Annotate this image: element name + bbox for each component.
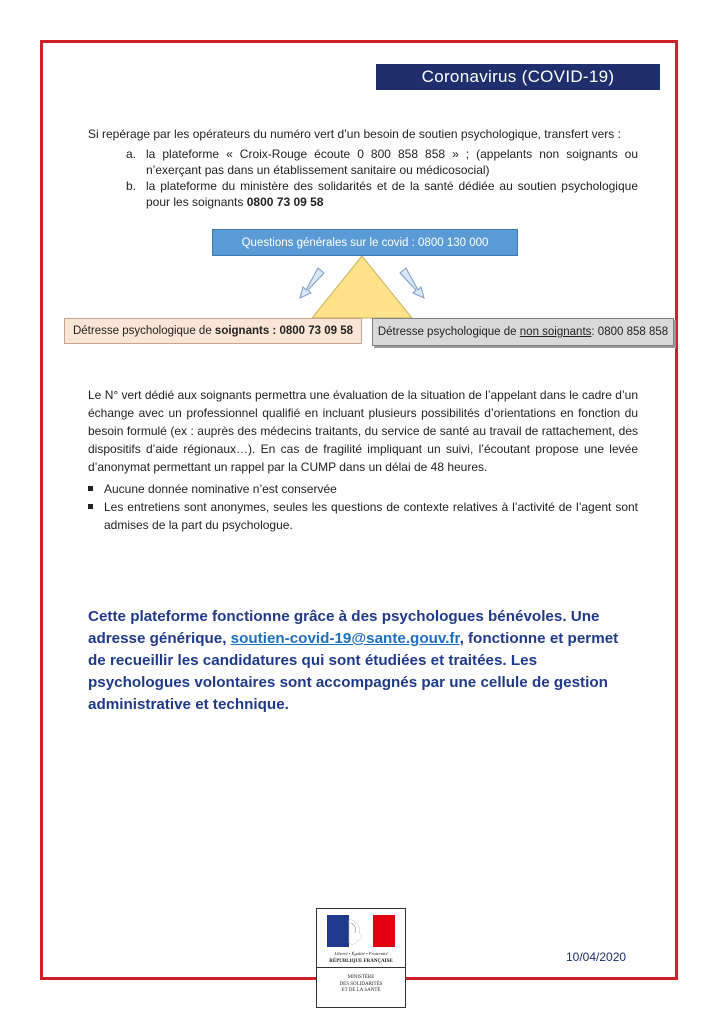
general-questions-box: Questions générales sur le covid : 0800 130 000 (212, 229, 518, 256)
right-arrow-icon (400, 268, 424, 298)
non-caregivers-box-prefix: Détresse psychologique de (377, 326, 517, 338)
option-marker: b. (126, 179, 137, 193)
diagram-triangle (312, 256, 412, 318)
non-caregivers-box-suffix: : 0800 858 858 (591, 326, 669, 338)
bullet-item: Les entretiens sont anonymes, seules les questions de contexte relatives à l’activité de l’agent sont admises de la part du psychologue. (88, 498, 638, 534)
volunteers-highlight (88, 606, 640, 716)
document-date: 10/04/2020 (566, 950, 627, 964)
ministry-logo (316, 908, 406, 1008)
caregivers-box-phone: soignants : 0800 73 09 58 (214, 325, 353, 337)
bullet-item: Aucune donnée nominative n’est conservée (88, 480, 638, 498)
caregivers-box-prefix: Détresse psychologique de (72, 325, 212, 337)
marianne-flag-icon (327, 915, 395, 947)
option-phone: 0800 73 09 58 (246, 195, 324, 209)
intro-text: Si repérage par les opérateurs du numéro vert d’un besoin de soutien psychologique, transfert vers : (88, 127, 621, 141)
caregivers-distress-box (64, 318, 362, 344)
logo-ministry: MINISTÈRE DES SOLIDARITÉS ET DE LA SANTÉ (339, 975, 383, 993)
logo-republic: RÉPUBLIQUE FRANÇAISE (317, 959, 405, 968)
caregiver-line-paragraph: Le N° vert dédié aux soignants permettra une évaluation de la situation de l’appelant dans le cadre d’un échange avec un professionnel qualifié en incluant plusieurs possibilités d’orientations en fonction du besoin formulé (ex : auprès des médecins traitants, du service de santé au travail de rattachement, des dispositifs d’aide régionaux…). En cas de fragilité impliquant un suivi, l’écoutant propose une levée d’anonymat permettant un rappel par la CUMP dans un délai de 48 heures. (88, 388, 638, 474)
privacy-bullets (88, 480, 638, 534)
option-marker: a. (126, 147, 137, 161)
option-text: la plateforme « Croix-Rouge écoute 0 800 858 858 » ; (appelants non soignants ou n’exerçant pas dans un établissement sanitaire ou médicosocial) (146, 147, 638, 177)
banner-title: Coronavirus (COVID-19) (376, 64, 660, 90)
highlight-before: Cette plateforme fonctionne grâce à des psychologues bénévoles. Une adresse générique, (88, 608, 600, 647)
left-arrow-icon (300, 268, 324, 298)
non-caregivers-box-underlined: non soignants (519, 326, 592, 338)
highlight-after: , fonctionne et permet de recueillir les candidatures qui sont étudiées et traitées. Les psychologues volontaires sont accompagnés par une cellule de gestion administrative et technique. (88, 630, 619, 713)
non-caregivers-distress-box (372, 318, 674, 346)
option-text: la plateforme du ministère des solidarités et de la santé dédiée au soutien psychologique pour les soignants (146, 179, 638, 209)
email-link[interactable]: soutien-covid-19@sante.gouv.fr (230, 630, 460, 647)
logo-motto: Liberté • Égalité • Fraternité (334, 951, 388, 956)
